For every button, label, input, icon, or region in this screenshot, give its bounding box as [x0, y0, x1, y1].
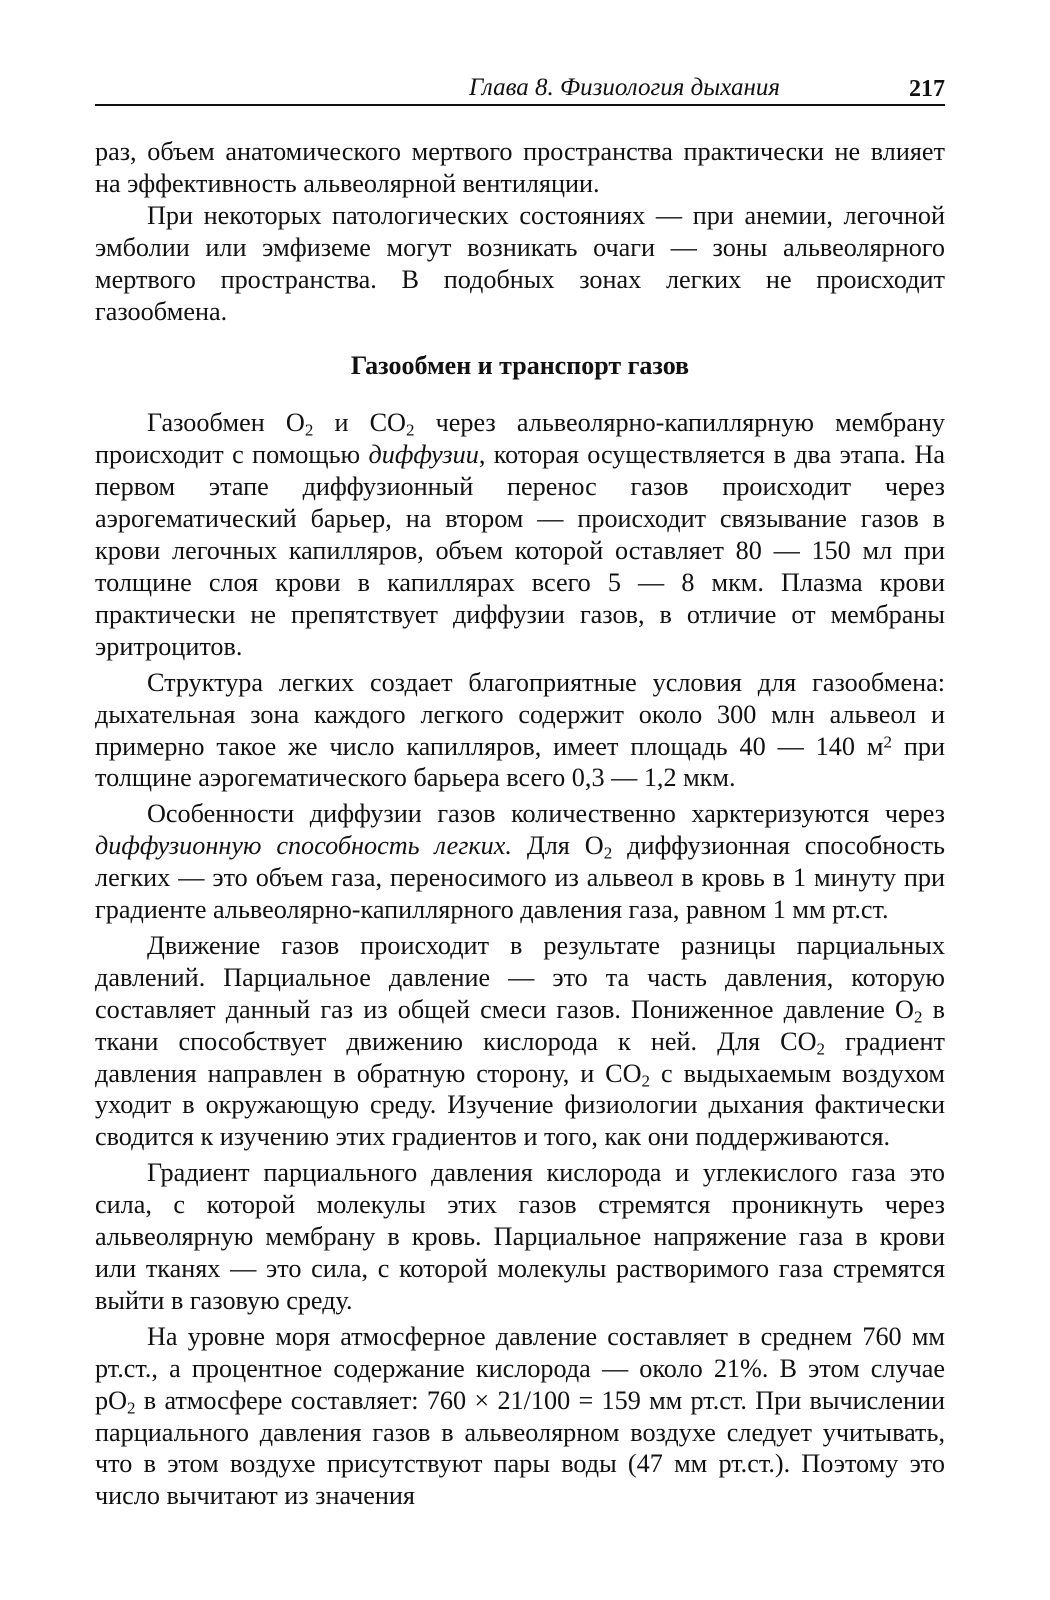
subscript: 2	[641, 1070, 651, 1090]
text-run: через альвеолярно-капиллярную мембрану происходит с помощью	[95, 408, 945, 470]
paragraph	[95, 1321, 945, 1512]
subscript: 2	[304, 420, 314, 440]
body-text	[95, 136, 945, 1512]
paragraph: Градиент парциального давления кислорода и углекислого газа это сила, с которой молекулы этих газов стремятся проникнуть через альвеолярную мембрану в кровь. Парциальное напряжение газа в крови или тканях — это сила, с которой молекулы растворимого газа стремятся выйти в газовую среду.	[95, 1158, 945, 1315]
text-run: и CO	[313, 408, 406, 438]
text-run: в атмосфере составляет: 760 × 21/100 = 159 мм рт.ст. При вычислении парциального давления газов в альвеолярном воздухе следует учитывать, что в этом воздухе присутствуют пары воды (47 мм рт.ст.). Поэтому это число вычитают из значения	[95, 1385, 945, 1511]
text-run: градиент давления направлен в обратную сторону, и CO	[95, 1026, 945, 1088]
subscript: 2	[603, 843, 613, 863]
paragraph	[95, 407, 945, 662]
paragraph	[95, 798, 945, 926]
chapter-title: Глава 8. Физиология дыхания	[469, 74, 780, 101]
superscript: 2	[883, 731, 892, 751]
text-run: при толщине аэрогематического барьера всего 0,3 — 1,2 мкм.	[95, 731, 946, 793]
text-run: Газообмен O	[147, 408, 305, 438]
text-run: в ткани способствует движению кислорода к ней. Для CO	[95, 994, 945, 1056]
text-run: Особенности диффузии газов количественно харктеризуются через	[147, 799, 945, 829]
section-heading: Газообмен и транспорт газов	[350, 351, 690, 381]
running-header	[95, 70, 945, 106]
paragraph: При некоторых патологических состояниях — при анемии, легочной эмболии или эмфиземе могут возникать очаги — зоны альвеолярного мертвого пространства. В подобных зонах легких не происходит газообмена.	[95, 200, 945, 326]
text-run: На уровне моря атмосферное давление составляет в среднем 760 мм рт.ст., а процентное содержание кислорода — около 21%. В этом случае pO	[95, 1321, 945, 1415]
book-page	[95, 0, 945, 1600]
text-run: диффузионная способность легких — это объем газа, переносимого из альвеол в кровь в 1 минуту при градиенте альвеолярно-капиллярного давления газа, равном 1 мм рт.ст.	[95, 831, 945, 925]
text-run: Структура легких создает благоприятные условия для газообмена: дыхательная зона каждого легкого содержит около 300 млн альвеол и примерно такое же число капилляров, имеет площадь 40 — 140 м	[95, 667, 945, 761]
italic-term: диффузионную способность легких.	[95, 831, 512, 861]
text-run: с выдыхаемым воздухом уходит в окружающую среду. Изучение физиологии дыхания фактически сводится к изучению этих градиентов и того, как они поддерживаются.	[95, 1058, 945, 1152]
subscript: 2	[405, 420, 415, 440]
subscript: 2	[816, 1038, 826, 1058]
paragraph	[95, 930, 945, 1153]
text-run: , которая осуществляется в два этапа. На первом этапе диффузионный перенос газов происходит через аэрогематический барьер, на втором — происходит связывание газов в крови легочных капилляров, объем которой оставляет 80 — 150 мл при толщине слоя крови в капиллярах всего 5 — 8 мкм. Плазма крови практически не препятствует диффузии газов, в отличие от мембраны эритроцитов.	[95, 440, 945, 661]
text-run: Для O	[511, 831, 604, 861]
text-run: Движение газов происходит в результате разницы парциальных давлений. Парциальное давление — это та часть давления, которую составляет данный газ из общей смеси газов. Пониженное давление O	[95, 930, 945, 1024]
paragraph: раз, объем анатомического мертвого пространства практически не влияет на эффективность альвеолярной вентиляции.	[95, 137, 945, 198]
italic-term: диффузии	[368, 440, 479, 470]
subscript: 2	[127, 1397, 136, 1417]
paragraph	[95, 667, 945, 795]
page-number: 217	[909, 76, 945, 102]
subscript: 2	[913, 1007, 923, 1026]
